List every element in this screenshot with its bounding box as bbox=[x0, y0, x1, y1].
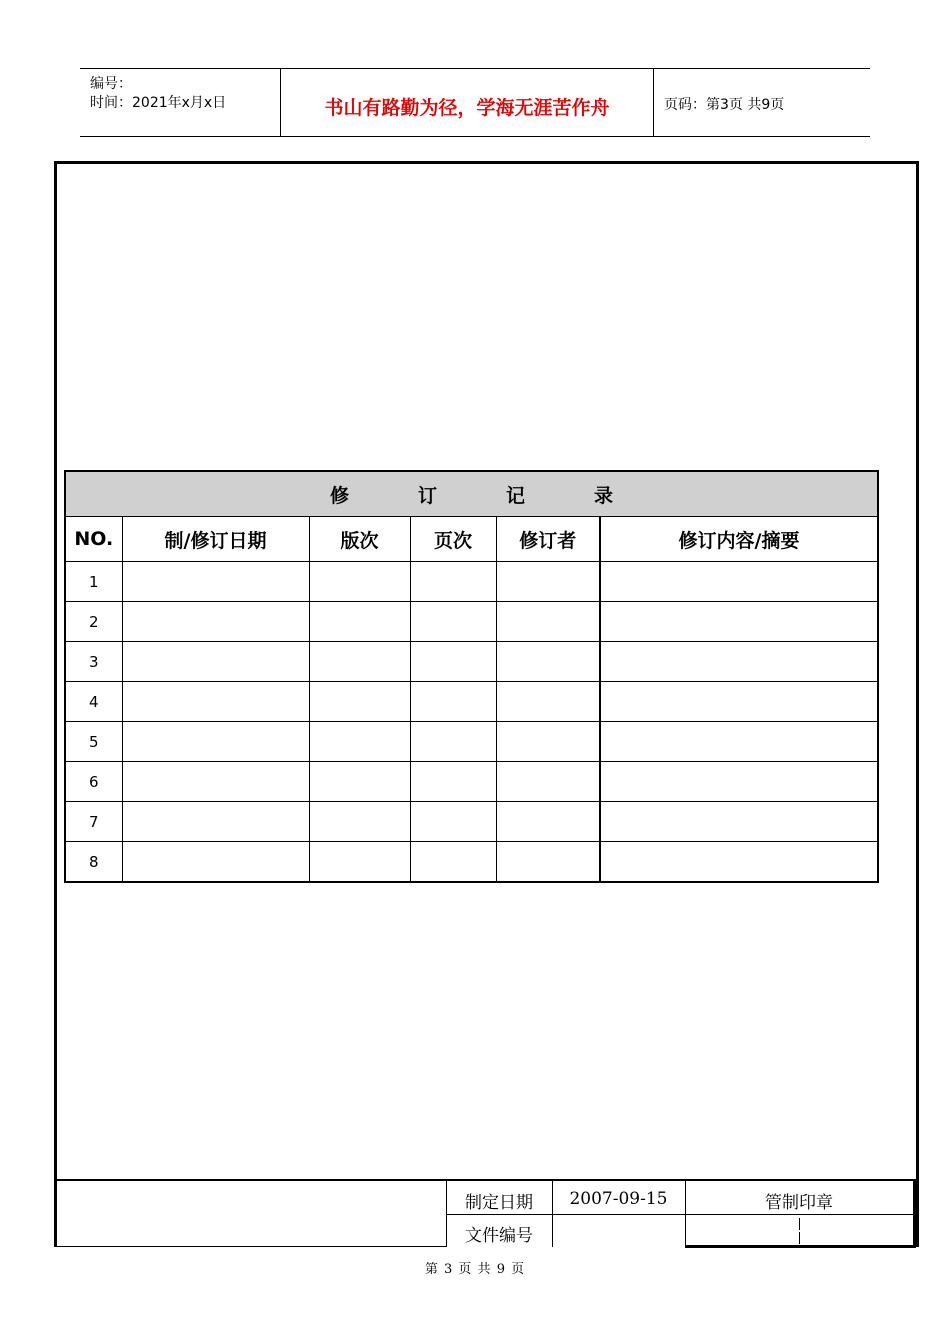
date-cell bbox=[122, 842, 309, 883]
title-char: 修 bbox=[329, 484, 349, 507]
reviser-cell bbox=[496, 842, 600, 883]
reviser-cell bbox=[496, 682, 600, 722]
stamp-mark bbox=[799, 1232, 800, 1244]
date-cell bbox=[122, 762, 309, 802]
column-header-no: NO. bbox=[65, 517, 122, 562]
version-cell bbox=[309, 762, 410, 802]
motto: 书山有路勤为径，学海无涯苦作舟 bbox=[324, 97, 610, 119]
header-meta-cell bbox=[80, 69, 281, 136]
reviser-cell bbox=[496, 602, 600, 642]
table-row bbox=[65, 842, 878, 883]
footer-divider bbox=[446, 1214, 916, 1215]
pages-cell bbox=[410, 762, 496, 802]
version-cell bbox=[309, 802, 410, 842]
row-number: 8 bbox=[65, 842, 122, 883]
title-char: 录 bbox=[593, 484, 613, 507]
header-motto-cell bbox=[281, 69, 654, 136]
column-header-date: 制/修订日期 bbox=[122, 517, 309, 562]
table-row bbox=[65, 602, 878, 642]
date-cell bbox=[122, 562, 309, 602]
column-header-pages: 页次 bbox=[410, 517, 496, 562]
version-cell bbox=[309, 602, 410, 642]
row-number: 7 bbox=[65, 802, 122, 842]
reviser-cell bbox=[496, 562, 600, 602]
document-footer-box bbox=[54, 1179, 916, 1247]
pages-cell bbox=[410, 602, 496, 642]
pages-cell bbox=[410, 802, 496, 842]
number-label: 编号： bbox=[90, 76, 132, 92]
pages-cell bbox=[410, 562, 496, 602]
version-cell bbox=[309, 642, 410, 682]
content-cell bbox=[600, 642, 878, 682]
version-cell bbox=[309, 682, 410, 722]
table-row bbox=[65, 762, 878, 802]
content-cell bbox=[600, 562, 878, 602]
column-header-version: 版次 bbox=[309, 517, 410, 562]
pages-cell bbox=[410, 682, 496, 722]
reviser-cell bbox=[496, 802, 600, 842]
table-row bbox=[65, 642, 878, 682]
pages-cell bbox=[410, 842, 496, 883]
footer-left-border bbox=[54, 1179, 57, 1247]
date-cell bbox=[122, 642, 309, 682]
version-cell bbox=[309, 562, 410, 602]
revision-table-title-row bbox=[65, 471, 878, 517]
version-cell bbox=[309, 722, 410, 762]
file-number-label: 文件编号 bbox=[465, 1226, 533, 1246]
page-number: 第 3 页 共 9 页 bbox=[424, 1262, 526, 1277]
content-cell bbox=[600, 682, 878, 722]
table-row bbox=[65, 722, 878, 762]
content-cell bbox=[600, 722, 878, 762]
content-cell bbox=[600, 762, 878, 802]
stamp-label: 管制印章 bbox=[765, 1193, 833, 1213]
date-value: 2007-09-15 bbox=[569, 1189, 668, 1209]
title-char: 记 bbox=[505, 484, 525, 507]
column-header-reviser: 修订者 bbox=[496, 517, 600, 562]
reviser-cell bbox=[496, 722, 600, 762]
revision-table bbox=[64, 470, 879, 883]
date-label: 制定日期 bbox=[465, 1193, 533, 1213]
page-header bbox=[80, 68, 870, 137]
content-cell bbox=[600, 802, 878, 842]
row-number: 1 bbox=[65, 562, 122, 602]
row-number: 4 bbox=[65, 682, 122, 722]
revision-table-header-row bbox=[65, 517, 878, 562]
row-number: 3 bbox=[65, 642, 122, 682]
page-label: 页码：第3页 共9页 bbox=[664, 97, 785, 113]
pages-cell bbox=[410, 642, 496, 682]
header-page-cell bbox=[654, 69, 870, 136]
content-cell bbox=[600, 842, 878, 883]
row-number: 5 bbox=[65, 722, 122, 762]
version-cell bbox=[309, 842, 410, 883]
reviser-cell bbox=[496, 642, 600, 682]
date-cell bbox=[122, 722, 309, 762]
date-cell bbox=[122, 682, 309, 722]
row-number: 6 bbox=[65, 762, 122, 802]
title-char: 订 bbox=[417, 484, 437, 507]
content-cell bbox=[600, 602, 878, 642]
table-row bbox=[65, 802, 878, 842]
reviser-cell bbox=[496, 762, 600, 802]
stamp-mark bbox=[799, 1218, 800, 1230]
date-cell bbox=[122, 602, 309, 642]
column-header-content: 修订内容/摘要 bbox=[600, 517, 878, 562]
row-number: 2 bbox=[65, 602, 122, 642]
footer-divider bbox=[685, 1245, 916, 1248]
table-row bbox=[65, 562, 878, 602]
footer-divider bbox=[54, 1246, 446, 1247]
table-row bbox=[65, 682, 878, 722]
time-label: 时间：2021年x月x日 bbox=[90, 95, 227, 111]
date-cell bbox=[122, 802, 309, 842]
pages-cell bbox=[410, 722, 496, 762]
revision-table-title bbox=[65, 471, 878, 517]
